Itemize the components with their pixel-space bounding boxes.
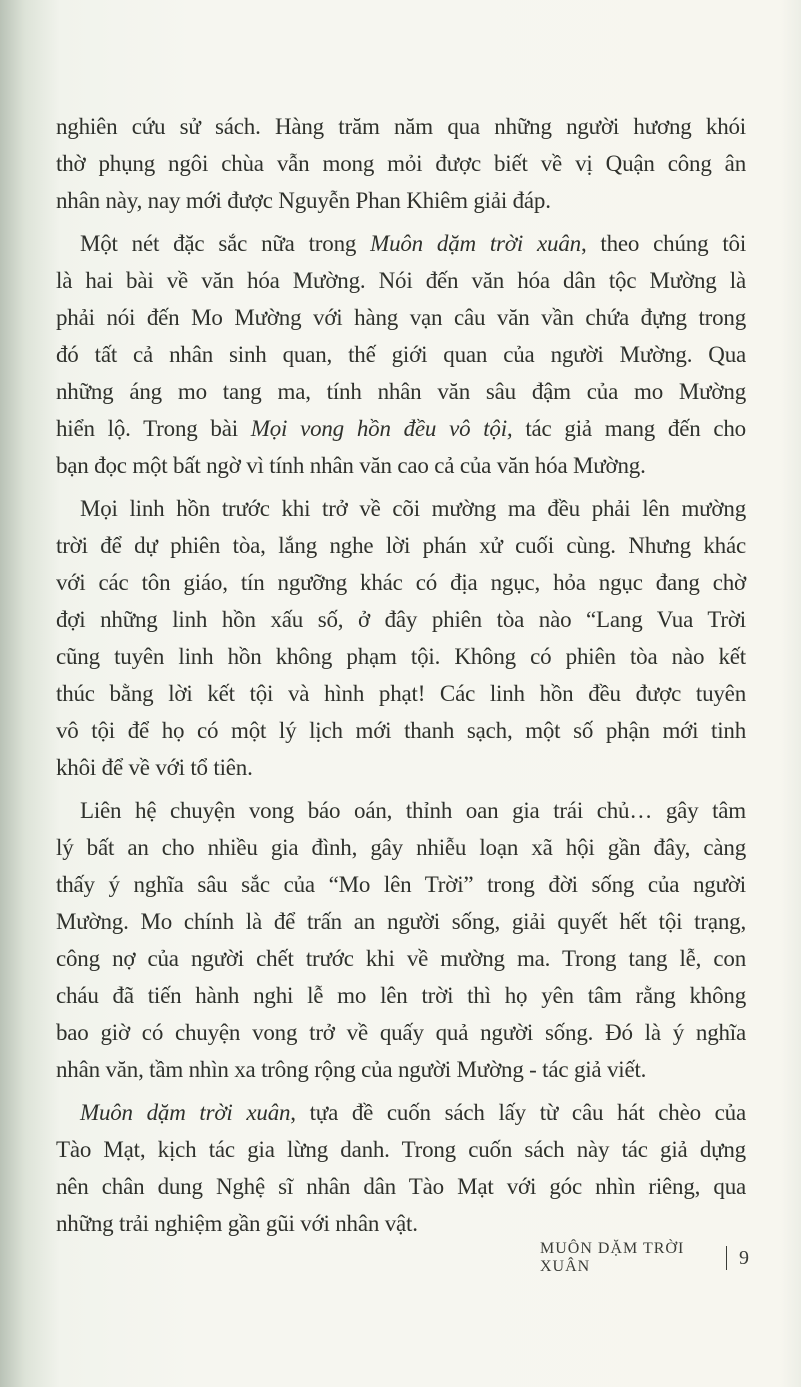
- text-segment: bao giờ có chuyện vong trở về quấy quả người sống. Đó là ý nghĩa: [56, 1020, 746, 1045]
- text-segment: thấy ý nghĩa sâu sắc của “Mo lên Trời” trong đời sống của người: [56, 872, 746, 897]
- text-line: [56, 108, 746, 145]
- text-line: [56, 638, 746, 675]
- text-line: [56, 225, 746, 262]
- text-segment: Một nét đặc sắc nữa trong: [80, 231, 371, 256]
- body-text: [56, 108, 746, 1248]
- text-segment: Mọi linh hồn trước khi trở về cõi mường ma đều phải lên mường: [80, 496, 746, 521]
- text-segment: khôi để về với tổ tiên.: [56, 755, 253, 780]
- paragraph: [56, 108, 746, 219]
- text-segment: vô tội để họ có một lý lịch mới thanh sạch, một số phận mới tinh: [56, 718, 746, 743]
- text-line: [56, 940, 746, 977]
- text-line: [56, 527, 746, 564]
- text-segment: công nợ của người chết trước khi về mường ma. Trong tang lễ, con: [56, 946, 746, 971]
- text-line: [56, 1051, 746, 1088]
- text-segment: tác giả mang đến cho: [512, 416, 746, 441]
- text-segment: nhân văn, tầm nhìn xa trông rộng của người Mường - tác giả viết.: [56, 1057, 647, 1082]
- page-footer: [540, 1240, 750, 1276]
- text-line: [56, 447, 746, 484]
- text-segment: phải nói đến Mo Mường với hàng vạn câu văn vần chứa đựng trong: [56, 305, 746, 330]
- text-line: [56, 675, 746, 712]
- text-segment: thúc bằng lời kết tội và hình phạt! Các linh hồn đều được tuyên: [56, 681, 746, 706]
- text-line: [56, 1168, 746, 1205]
- text-segment: bạn đọc một bất ngờ vì tính nhân văn cao cả của văn hóa Mường.: [56, 453, 646, 478]
- text-line: [56, 1014, 746, 1051]
- text-segment: những áng mo tang ma, tính nhân văn sâu đậm của mo Mường: [56, 379, 746, 404]
- text-line: [56, 601, 746, 638]
- text-line: [56, 866, 746, 903]
- text-segment: nhân này, nay mới được Nguyễn Phan Khiêm giải đáp.: [56, 188, 551, 213]
- text-line: [56, 1094, 746, 1131]
- text-segment: trời để dự phiên tòa, lắng nghe lời phán xử cuối cùng. Nhưng khác: [56, 533, 746, 558]
- text-segment: , tựa đề cuốn sách lấy từ câu hát chèo của: [290, 1100, 746, 1125]
- italic-title-text: Muôn dặm trời xuân: [370, 231, 581, 256]
- text-line: [56, 829, 746, 866]
- text-line: [56, 749, 746, 786]
- text-line: [56, 903, 746, 940]
- text-segment: , theo chúng tôi: [580, 231, 747, 256]
- page-number: 9: [739, 1246, 750, 1269]
- text-segment: với các tôn giáo, tín ngưỡng khác có địa ngục, hỏa ngục đang chờ: [56, 570, 746, 595]
- text-line: [56, 373, 746, 410]
- paragraph: [56, 490, 746, 786]
- text-segment: lý bất an cho nhiều gia đình, gây nhiễu loạn xã hội gần đây, càng: [56, 835, 746, 860]
- text-segment: đó tất cả nhân sinh quan, thế giới quan của người Mường. Qua: [56, 342, 746, 367]
- footer-divider: [726, 1246, 727, 1270]
- text-segment: thờ phụng ngôi chùa vẫn mong mỏi được biết về vị Quận công ân: [56, 151, 746, 176]
- text-segment: Mường. Mo chính là để trấn an người sống, giải quyết hết tội trạng,: [56, 909, 746, 934]
- text-line: [56, 145, 746, 182]
- text-segment: nên chân dung Nghệ sĩ nhân dân Tào Mạt với góc nhìn riêng, qua: [56, 1174, 746, 1199]
- text-segment: đợi những linh hồn xấu số, ở đây phiên tòa nào “Lang Vua Trời: [56, 607, 746, 632]
- text-line: [56, 1205, 746, 1242]
- text-line: [56, 182, 746, 219]
- text-line: [56, 336, 746, 373]
- text-segment: nghiên cứu sử sách. Hàng trăm năm qua những người hương khói: [56, 114, 746, 139]
- text-segment: những trải nghiệm gần gũi với nhân vật.: [56, 1211, 418, 1236]
- text-segment: hiển lộ. Trong bài: [56, 416, 251, 441]
- text-line: [56, 262, 746, 299]
- italic-title-text: Muôn dặm trời xuân: [80, 1100, 291, 1125]
- text-line: [56, 792, 746, 829]
- paragraph: [56, 225, 746, 484]
- text-segment: cháu đã tiến hành nghi lễ mo lên trời thì họ yên tâm rằng không: [56, 983, 746, 1008]
- text-line: [56, 564, 746, 601]
- text-line: [56, 410, 746, 447]
- text-segment: Tào Mạt, kịch tác gia lừng danh. Trong cuốn sách này tác giả dựng: [56, 1137, 746, 1162]
- italic-title-text: Mọi vong hồn đều vô tội,: [250, 416, 513, 441]
- text-line: [56, 1131, 746, 1168]
- running-title: MUÔN DẶM TRỜI XUÂN: [540, 1240, 685, 1275]
- paragraph: [56, 792, 746, 1088]
- text-segment: Liên hệ chuyện vong báo oán, thỉnh oan gia trái chủ… gây tâm: [80, 798, 746, 823]
- text-segment: cũng tuyên linh hồn không phạm tội. Không có phiên tòa nào kết: [56, 644, 746, 669]
- text-line: [56, 299, 746, 336]
- text-line: [56, 490, 746, 527]
- text-segment: là hai bài về văn hóa Mường. Nói đến văn hóa dân tộc Mường là: [56, 268, 746, 293]
- text-line: [56, 712, 746, 749]
- text-line: [56, 977, 746, 1014]
- paragraph: [56, 1094, 746, 1242]
